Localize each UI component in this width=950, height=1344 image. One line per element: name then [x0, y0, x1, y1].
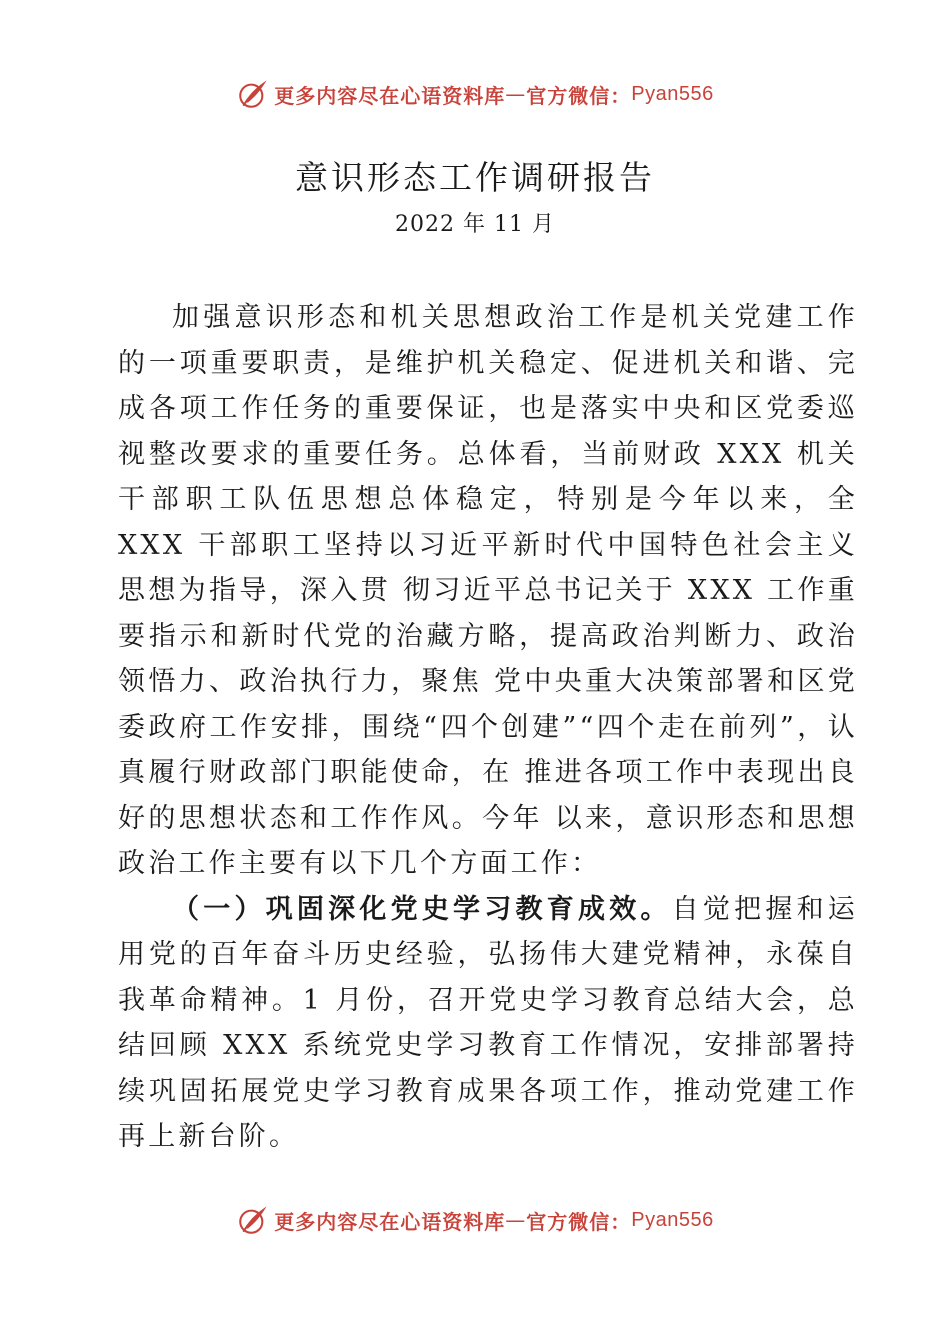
watermark-official-label: 官方微信：: [526, 83, 632, 108]
watermark-separator: —: [505, 82, 527, 106]
watermark-official-label: 官方微信：: [526, 1209, 632, 1234]
watermark-site-name: 更多内容尽在心语资料库: [274, 83, 506, 108]
section-1-body: 自觉把握和运用党的百年奋斗历史经验，弘扬伟大建党精神，永葆自我革命精神。1 月份，召开党史学习教育总结大会，总结回顾 XXX 系统党史学习教育工作情况，安排部署持续巩固拓展党史学习教育成果各项工作，推动党建工作再上新台阶。: [118, 893, 858, 1152]
feather-pen-logo-icon: [236, 1203, 270, 1237]
document-title: 意识形态工作调研报告: [295, 158, 655, 197]
body-paragraph-intro: 加强意识形态和机关思想政治工作是机关党建工作的一项重要职责，是维护机关稳定、促进机关和谐、完成各项工作任务的重要保证，也是落实中央和区党委巡视整改要求的重要任务。总体看，当前财政 XXX 机关干部职工队伍思想总体稳定，特别是今年以来，全 XXX 干部职工坚持以习近平新时代中国特色社会主义思想为指导，深入贯 彻习近平总书记关于 XXX 工作重要指示和新时代党的治藏方略，提高政治判断力、政治领悟力、政治执行力，聚焦 党中央重大决策部署和区党委政府工作安排，围绕“四个创建”“四个走在前列”，认真履行财政部门职能使命，在 推进各项工作中表现出良好的思想状态和工作作风。今年 以来，意识形态和思想政治工作主要有以下几个方面工作：: [118, 302, 858, 879]
document-body: [118, 295, 858, 1160]
watermark-wechat-id: Pyan556: [631, 1208, 714, 1231]
feather-pen-logo-icon: [236, 77, 270, 111]
watermark-site-name: 更多内容尽在心语资料库: [274, 1209, 506, 1234]
document-date: 2022 年 11 月: [395, 212, 555, 237]
footer-watermark: [0, 1200, 950, 1240]
section-1-heading: （一）巩固深化党史学习教育成效。: [172, 893, 672, 925]
watermark-separator: —: [505, 1208, 527, 1232]
header-watermark: [0, 74, 950, 114]
body-paragraph-section-1: [118, 887, 858, 1160]
watermark-wechat-id: Pyan556: [631, 82, 714, 105]
